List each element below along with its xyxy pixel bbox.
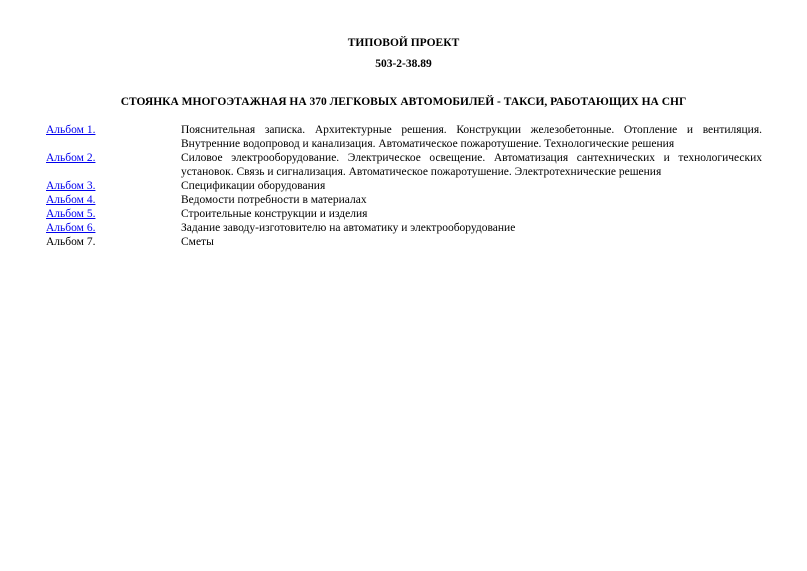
album-description-6: Задание заводу-изготовителю на автоматику и электрооборудование bbox=[181, 222, 516, 234]
album-row-7 bbox=[46, 235, 762, 249]
album-description-7: Сметы bbox=[181, 236, 214, 248]
album-row-1 bbox=[46, 123, 762, 151]
album-link-2[interactable]: Альбом 2. bbox=[46, 152, 96, 164]
album-row-6 bbox=[46, 221, 762, 235]
album-description-1: Пояснительная записка. Архитектурные решения. Конструкции железобетонные. Отопление и вентиляция. Внутренние водопровод и канализация. Автоматическое пожаротушение. Технологические решения bbox=[181, 124, 762, 150]
album-link-1[interactable]: Альбом 1. bbox=[46, 124, 96, 136]
project-code: 503-2-38.89 bbox=[375, 58, 432, 70]
album-row-5 bbox=[46, 207, 762, 221]
project-subtitle: СТОЯНКА МНОГОЭТАЖНАЯ НА 370 ЛЕГКОВЫХ АВТОМОБИЛЕЙ - ТАКСИ, РАБОТАЮЩИХ НА СНГ bbox=[120, 96, 687, 108]
album-link-3[interactable]: Альбом 3. bbox=[46, 180, 96, 192]
album-link-4[interactable]: Альбом 4. bbox=[46, 194, 96, 206]
album-row-2 bbox=[46, 151, 762, 179]
album-link-5[interactable]: Альбом 5. bbox=[46, 208, 96, 220]
document-title: ТИПОВОЙ ПРОЕКТ bbox=[347, 37, 460, 49]
album-row-3 bbox=[46, 179, 762, 193]
album-label-7: Альбом 7. bbox=[46, 236, 96, 248]
album-link-6[interactable]: Альбом 6. bbox=[46, 222, 96, 234]
album-description-4: Ведомости потребности в материалах bbox=[181, 194, 367, 206]
album-description-3: Спецификации оборудования bbox=[181, 180, 326, 192]
album-description-5: Строительные конструкции и изделия bbox=[181, 208, 368, 220]
album-description-2: Силовое электрооборудование. Электрическое освещение. Автоматизация сантехнических и технологических установок. Связь и сигнализация. Автоматическое пожаротушение. Электротехнические решения bbox=[181, 152, 762, 178]
album-row-4 bbox=[46, 193, 762, 207]
album-list bbox=[46, 123, 762, 249]
